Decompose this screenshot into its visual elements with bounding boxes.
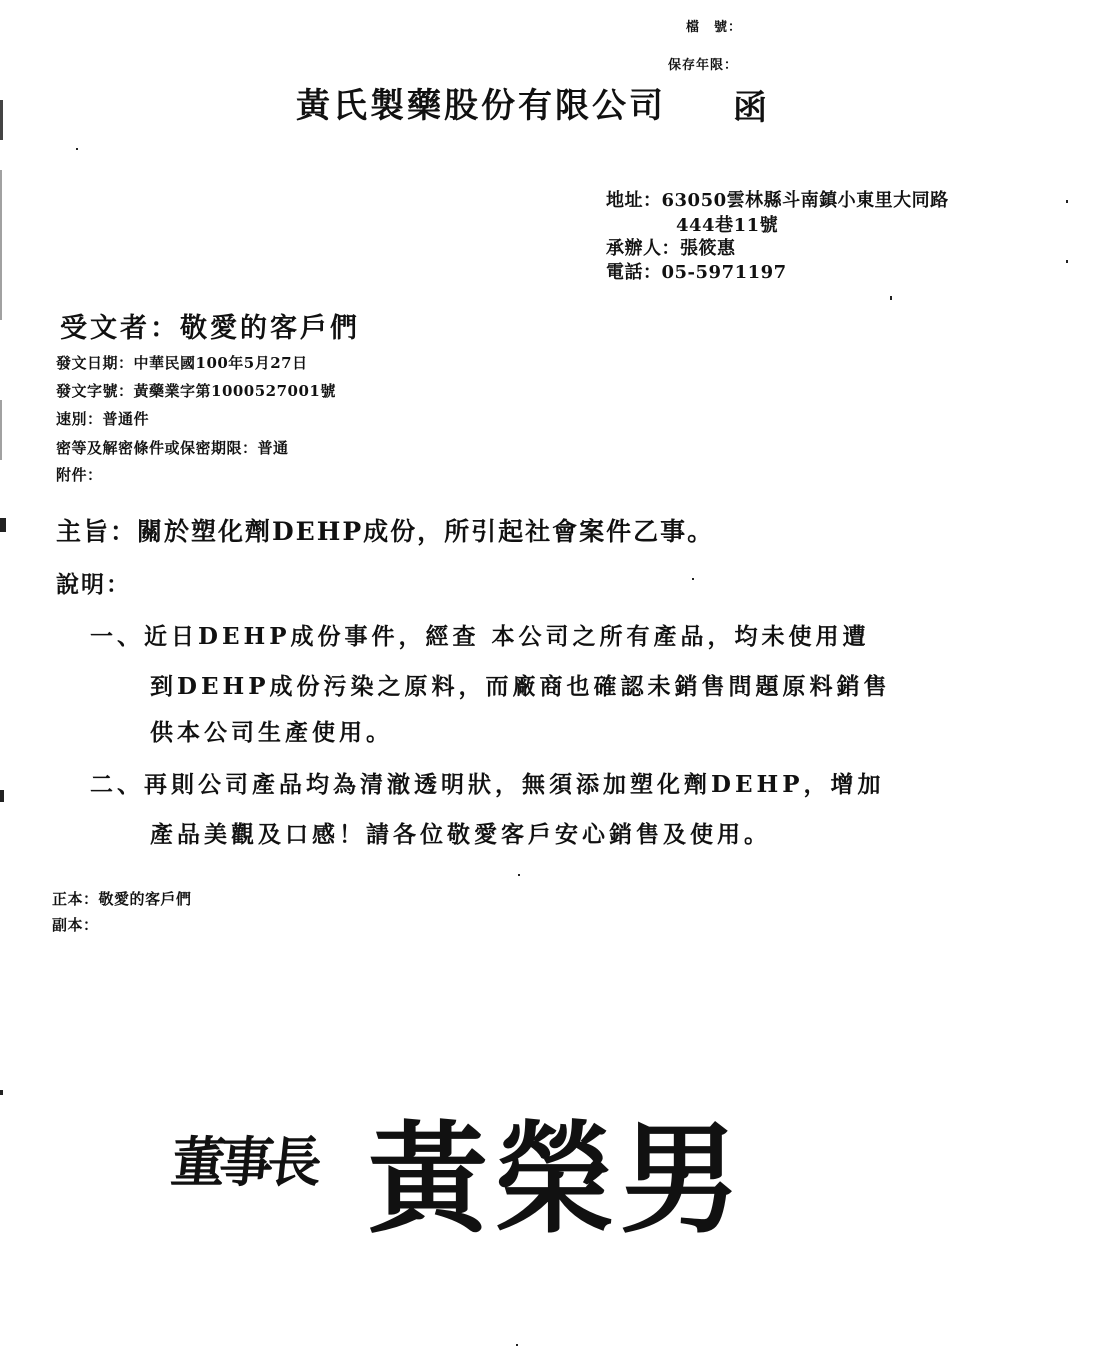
subject: 主旨：關於塑化劑DEHP成份，所引起社會案件乙事。 [56,517,715,546]
explanation-paragraph-2-line-1: 二、再則公司產品均為清澈透明狀，無須添加塑化劑DEHP，增加 [90,771,885,798]
meta-attachment: 附件： [56,466,103,484]
scan-speck [0,1090,3,1095]
retention-period-label: 保存年限： [668,58,739,73]
scan-speck [1066,260,1068,263]
sender-contact: 承辦人：張筱惠 [606,238,736,259]
signature-name: 黃榮男 [368,1109,746,1250]
scan-speck [692,578,694,580]
scan-speck [890,296,892,300]
meta-date: 發文日期：中華民國100年5月27日 [56,354,308,372]
distribution-copy: 副本： [52,916,99,934]
explanation-paragraph-2-line-2: 產品美觀及口感！請各位敬愛客戶安心銷售及使用。 [150,821,771,848]
explanation-paragraph-1-line-3: 供本公司生產使用。 [150,719,393,746]
scan-speck [0,790,4,802]
signature-title: 董事長 [168,1130,319,1194]
scan-edge-mark [0,170,2,320]
sender-address-line1: 地址：63050雲林縣斗南鎮小東里大同路 [606,190,949,211]
explanation-paragraph-1-line-1: 一、近日DEHP成份事件，經查 本公司之所有產品，均未使用遭 [90,623,870,650]
explanation-title: 說明： [56,571,131,598]
sender-address-line2: 444巷11號 [676,215,779,236]
explanation-paragraph-1-line-2: 到DEHP成份污染之原料，而廠商也確認未銷售問題原料銷售 [150,673,891,700]
scan-edge-mark [0,400,2,460]
meta-security: 密等及解密條件或保密期限：普通 [56,439,289,457]
distribution-main: 正本：敬愛的客戶們 [52,890,192,908]
scan-speck [76,148,78,150]
scan-speck [518,874,520,876]
scan-speck [1066,200,1068,203]
sender-phone: 電話：05-5971197 [606,262,787,283]
recipient: 受文者：敬愛的客戶們 [60,313,360,344]
scan-speck [516,1344,518,1346]
scan-speck [0,518,6,532]
filing-number-label: 檔 號： [686,20,743,35]
meta-speed: 速別：普通件 [56,410,150,428]
meta-reference-number: 發文字號：黃藥業字第1000527001號 [56,382,336,400]
letterhead-doc-type: 函 [733,88,767,128]
letterhead-company: 黃氏製藥股份有限公司 [296,86,666,126]
scan-edge-mark [0,100,3,140]
